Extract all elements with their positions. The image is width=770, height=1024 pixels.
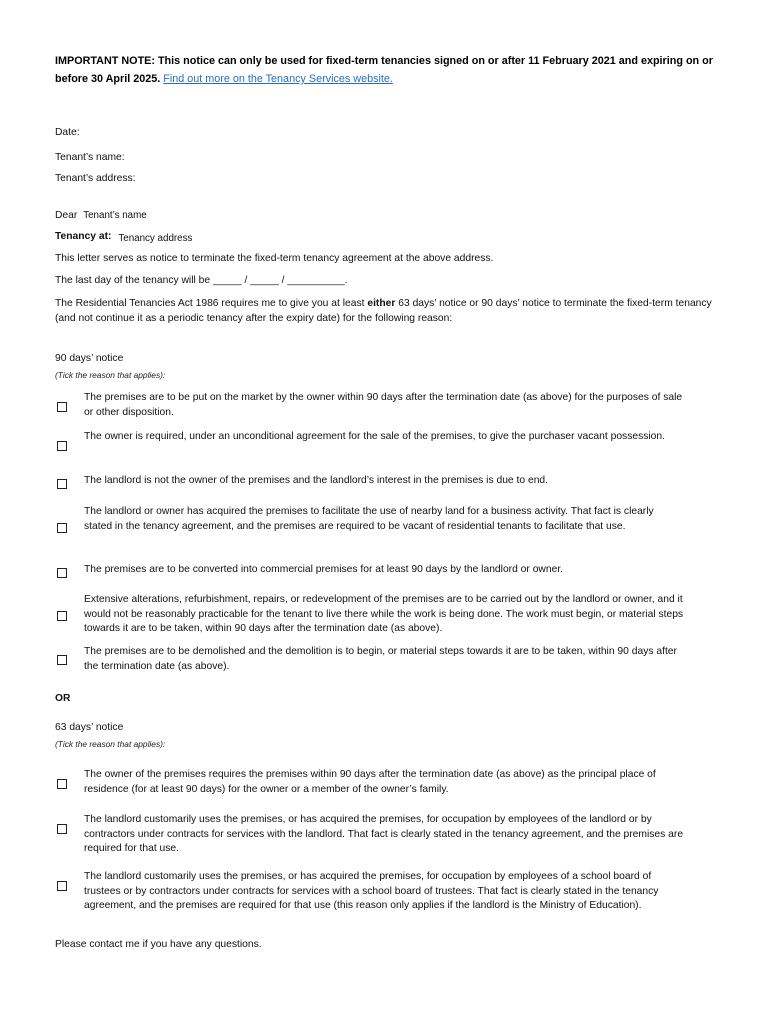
reason-90-7-checkbox[interactable]	[57, 655, 67, 665]
reason-90-7-text: The premises are to be demolished and the demolition is to begin, or material steps towards it are to be taken, within 90 days after the termination date (as above).	[84, 646, 677, 672]
tenant-address-label: Tenant’s address:	[55, 173, 136, 184]
tenancy-at-line	[55, 230, 192, 245]
or-separator: OR	[55, 693, 71, 704]
dear-name-field[interactable]: Tenant’s name	[83, 210, 147, 221]
tenant-name-label: Tenant’s name:	[55, 152, 125, 163]
date-label: Date:	[55, 127, 80, 138]
dear-label: Dear	[55, 210, 78, 221]
last-day-line: The last day of the tenancy will be _____ / _____ / __________.	[55, 275, 348, 286]
reason-90-4-text: The landlord or owner has acquired the premises to facilitate the use of nearby land for a business activity. That fact is clearly stated in the tenancy agreement, and the premises are required to be vacant of residential tenants to facilitate that use.	[84, 506, 654, 532]
reason-90-1-text: The premises are to be put on the market by the owner within 90 days after the termination date (as above) for the purposes of sale or other disposition.	[84, 392, 683, 418]
important-note-text: IMPORTANT NOTE: This notice can only be used for fixed-term tenancies signed on or after 11 February 2021 and expiring on or before 30 April 2025.	[55, 55, 713, 85]
tenancy-address-field[interactable]: Tenancy address	[118, 233, 193, 244]
act-text-before: The Residential Tenancies Act 1986 requires me to give you at least	[55, 298, 368, 309]
reason-90-6-text: Extensive alterations, refurbishment, repairs, or redevelopment of the premises are to be carried out by the landlord or owner, and it would not be reasonably practicable for the tenant to live there while the work is being done. The work must begin, or material steps towards it are to be taken, within 90 days after the termination date (as above).	[84, 594, 684, 634]
section-90-hint: (Tick the reason that applies):	[55, 370, 166, 380]
section-90-heading: 90 days’ notice	[55, 353, 124, 364]
reason-63-2-text: The landlord customarily uses the premises, or has acquired the premises, for occupation by employees of the landlord or by contractors under contracts for services with the landlord. That fact is clearly stated in the tenancy agreement, and the premises are required for that use.	[84, 814, 684, 854]
reason-90-6-checkbox[interactable]	[57, 611, 67, 621]
reason-90-5-text: The premises are to be converted into commercial premises for at least 90 days by the landlord or owner.	[84, 564, 564, 575]
tenancy-at-label: Tenancy at:	[55, 231, 112, 242]
reason-90-2-text: The owner is required, under an unconditional agreement for the sale of the premises, to give the purchaser vacant possession.	[84, 431, 665, 442]
intro-text: This letter serves as notice to terminate the fixed-term tenancy agreement at the above address.	[55, 253, 494, 264]
act-text-bold: either	[367, 298, 396, 309]
reason-90-2-checkbox[interactable]	[57, 441, 67, 451]
reason-90-1-checkbox[interactable]	[57, 402, 67, 412]
reason-90-4-checkbox[interactable]	[57, 523, 67, 533]
reason-63-1-text: The owner of the premises requires the premises within 90 days after the termination date (as above) as the principal place of residence (for at least 90 days) for the owner or a member of the owner’s family.	[84, 769, 656, 795]
closing-line: Please contact me if you have any questions.	[55, 939, 262, 950]
reason-63-3-text: The landlord customarily uses the premises, or has acquired the premises, for occupation by employees of a school board of trustees or by contractors under contracts for services with a school board of trustees. That fact is clearly stated in the tenancy agreement, and the premises are required for that use (this reason only applies if the landlord is the Ministry of Education).	[84, 871, 659, 911]
reason-90-3-checkbox[interactable]	[57, 479, 67, 489]
reason-90-3-text: The landlord is not the owner of the premises and the landlord’s interest in the premises is due to end.	[84, 475, 549, 486]
reason-63-2-checkbox[interactable]	[57, 824, 67, 834]
act-text-after: 63 days’ notice or 90 days’ notice to terminate the fixed-term tenancy (and not continue it as a periodic tenancy after the expiry date) for the following reason:	[55, 298, 712, 324]
important-note	[55, 52, 725, 88]
section-63-hint: (Tick the reason that applies):	[55, 739, 166, 749]
reason-63-1-checkbox[interactable]	[57, 779, 67, 789]
dear-line	[55, 209, 147, 224]
section-63-heading: 63 days’ notice	[55, 722, 124, 733]
reason-90-5-checkbox[interactable]	[57, 568, 67, 578]
reason-63-3-checkbox[interactable]	[57, 881, 67, 891]
tenancy-services-link[interactable]: Find out more on the Tenancy Services website.	[163, 73, 393, 85]
act-paragraph	[55, 297, 715, 326]
